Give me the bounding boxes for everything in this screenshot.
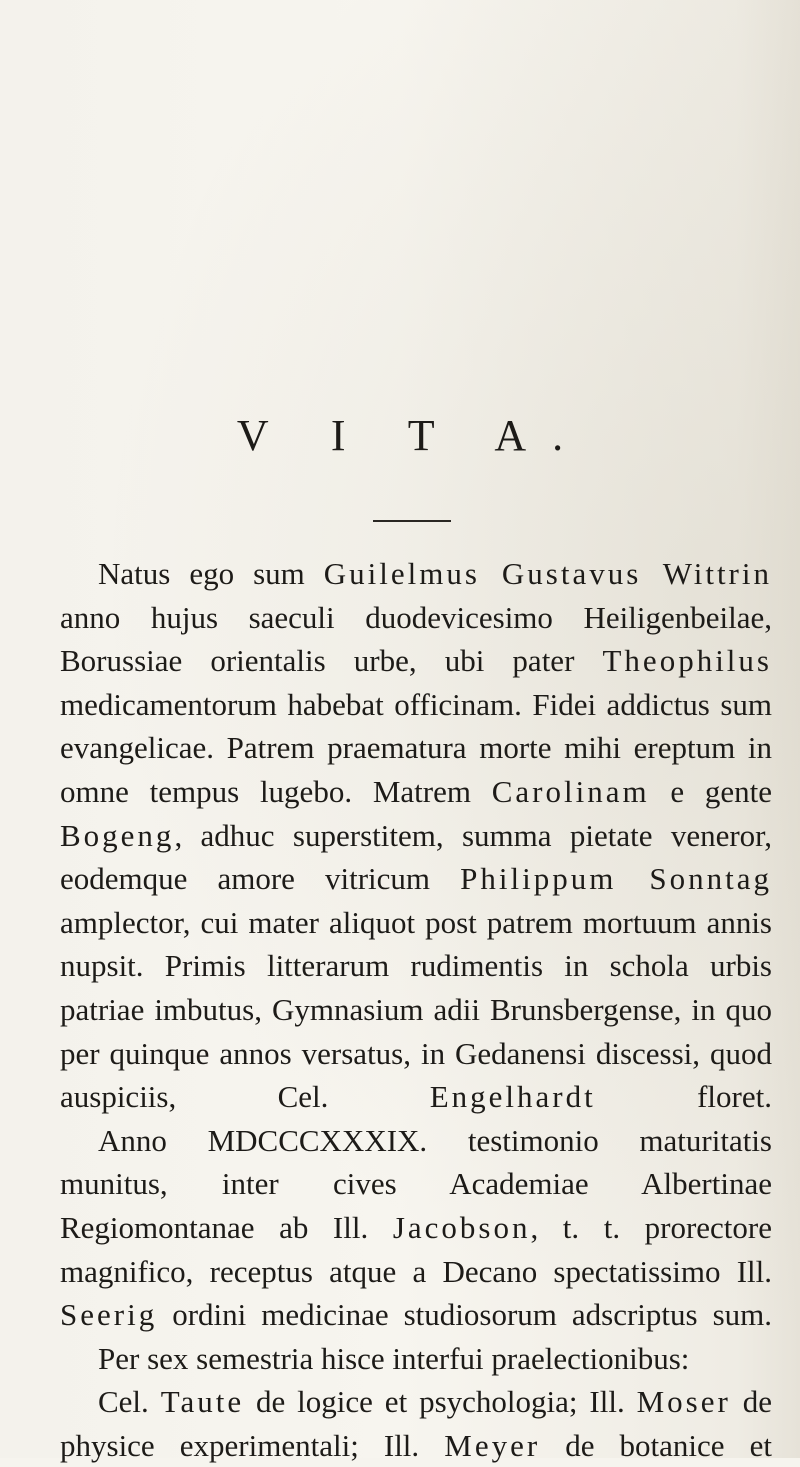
text-segment: floret. xyxy=(595,1079,772,1115)
professor-name: Moser xyxy=(636,1384,731,1420)
body-text xyxy=(60,552,772,1467)
author-name: Guilelmus Gustavus Wittrin xyxy=(323,556,772,591)
father-name: Theophilus xyxy=(602,643,772,679)
mother-family-name: Bogeng xyxy=(60,817,175,853)
text-segment: Anno MDCCCXXXIX. testimonio maturitatis munitus, inter cives Academiae Albertinae Regiomontanae ab Ill. xyxy=(60,1122,772,1245)
stepfather-name: Philippum Sonntag xyxy=(460,861,772,897)
text-segment: ordini medicinae studiosorum adscriptus sum. xyxy=(157,1297,772,1333)
paragraph-4 xyxy=(60,1380,772,1467)
text-segment: Natus ego sum xyxy=(98,556,324,591)
text-segment: e gente xyxy=(649,773,772,809)
text-segment: de logice et psychologia; Ill. xyxy=(244,1384,637,1420)
paragraph-3 xyxy=(60,1337,772,1381)
text-segment: Per sex semestria hisce interfui praelectionibus: xyxy=(98,1340,690,1376)
text-segment: , t. t. prorectore magnifico, receptus atque a Decano spectatissimo Ill. xyxy=(60,1209,772,1289)
text-segment: , adhuc superstitem, summa pietate veneror, eodemque amore vitricum xyxy=(60,817,772,897)
text-segment: Cel. xyxy=(98,1384,161,1420)
text-segment: de physice experimentali; Ill. xyxy=(60,1384,772,1463)
dean-name: Seerig xyxy=(60,1297,158,1333)
director-name: Engelhardt xyxy=(429,1079,596,1115)
text-segment: amplector, cui mater aliquot post patrem mortuum annis nupsit. Primis litterarum rudimentis in schola urbis patriae imbutus, Gymnasium adii Brunsbergense, in quo per quinque annos versatus, in Gedanensi discessi, quod auspiciis, Cel. xyxy=(60,904,772,1115)
title-divider xyxy=(373,520,451,522)
prorector-name: Jacobson xyxy=(392,1209,531,1245)
mother-name: Carolinam xyxy=(491,773,650,809)
page-title: V I T A. xyxy=(236,411,590,460)
paragraph-1 xyxy=(60,552,772,1119)
paragraph-2 xyxy=(60,1119,772,1337)
text-segment: de botanice et xyxy=(540,1427,773,1463)
professor-name: Meyer xyxy=(444,1427,541,1463)
text-segment: anno hujus saeculi duodevicesimo Heiligenbeilae, Borussiae orientalis urbe, ubi pater xyxy=(60,599,772,679)
text-segment: medicamentorum habebat officinam. Fidei addictus sum evangelicae. Patrem praematura morte mihi ereptum in omne tempus lugebo. Matrem xyxy=(60,686,772,809)
professor-name: Taute xyxy=(160,1384,245,1420)
